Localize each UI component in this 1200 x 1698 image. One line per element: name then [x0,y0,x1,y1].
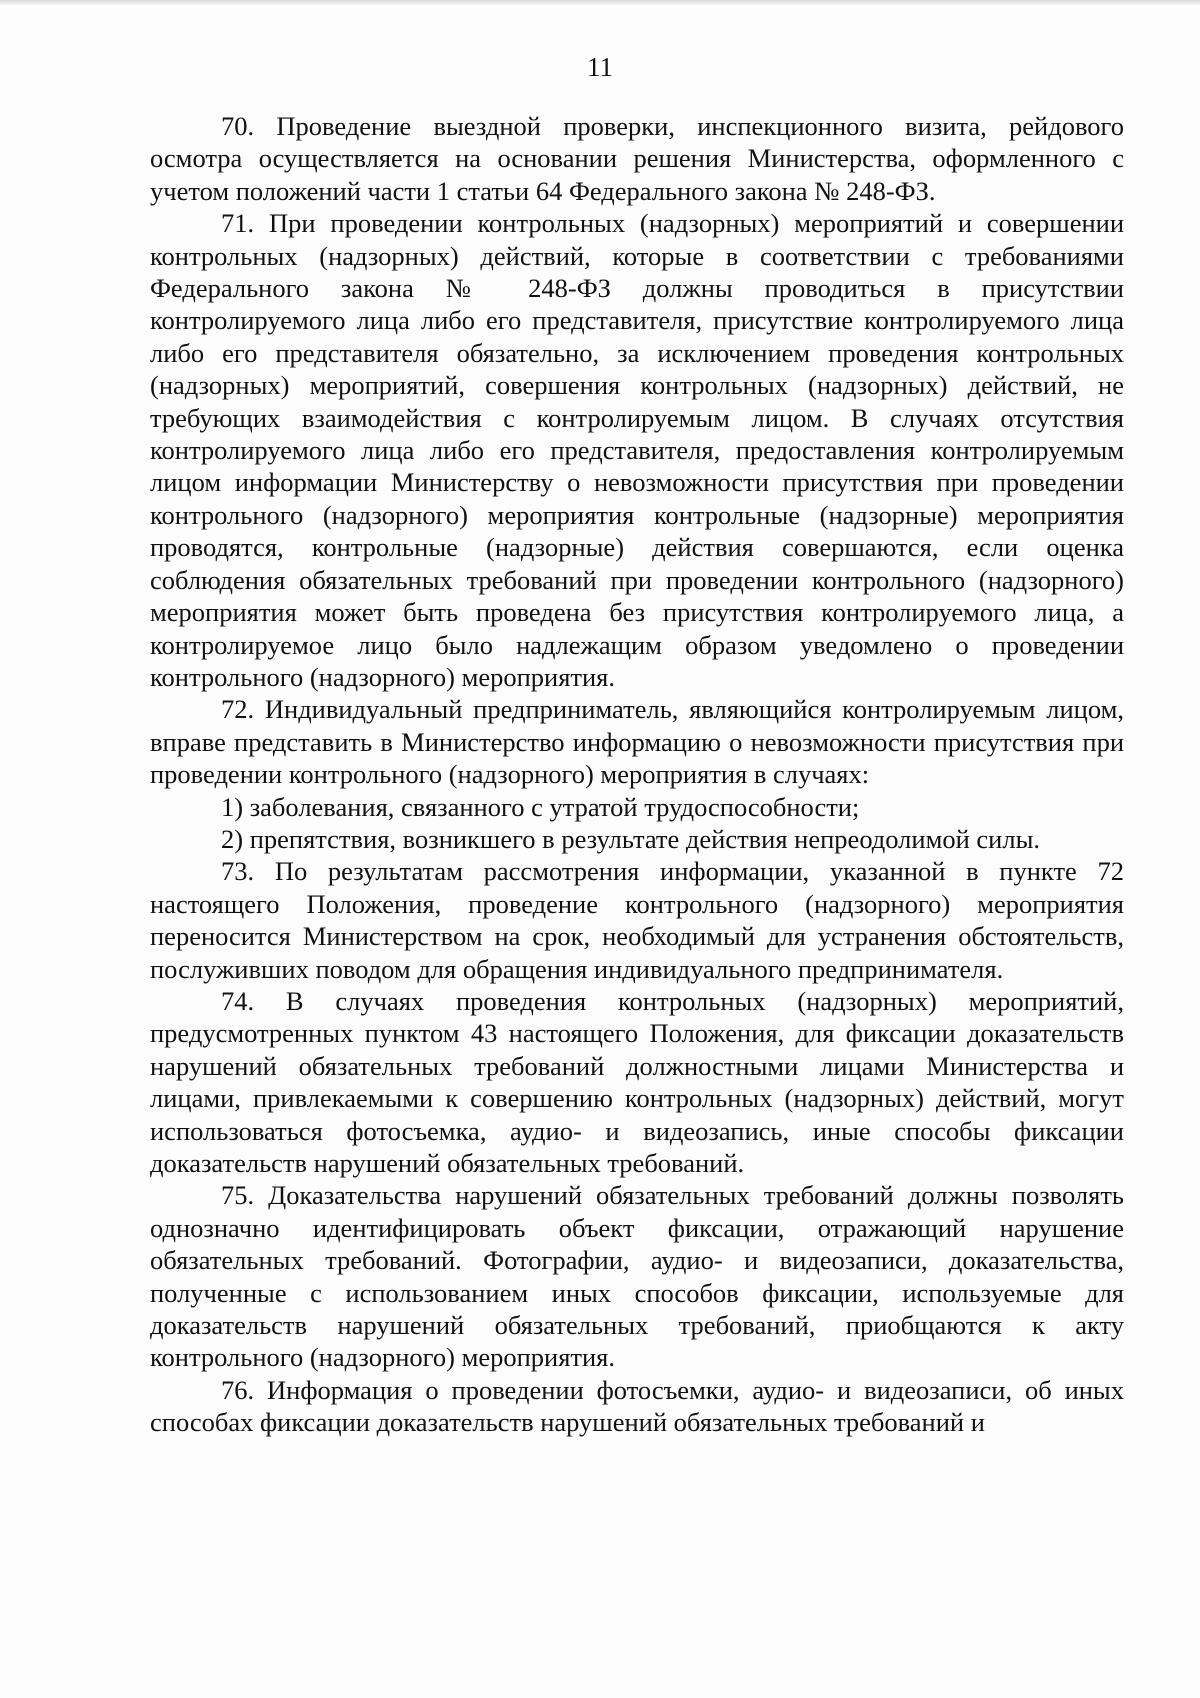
paragraph-73: 73. По результатам рассмотрения информации, указанной в пункте 72 настоящего Положения, проведение контрольного (надзорного) мероприятия переносится Министерством на срок, необходимый для устранения обстоятельств, послуживших поводом для обращения индивидуального предпринимателя. [150,856,1124,984]
paragraph-71: 71. При проведении контрольных (надзорных) мероприятий и совершении контрольных (надзорных) действий, которые в соответствии с требованиями Федерального закона № 248-ФЗ должны проводиться в присутствии контролируемого лица либо его представителя, присутствие контролируемого лица либо его представителя обязательно, за исключением проведения контрольных (надзорных) мероприятий, совершения контрольных (надзорных) действий, не требующих взаимодействия с контролируемым лицом. В случаях отсутствия контролируемого лица либо его представителя, предоставления контролируемым лицом информации Министерству о невозможности присутствия при проведении контрольного (надзорного) мероприятия контрольные (надзорные) мероприятия проводятся, контрольные (надзорные) действия совершаются, если оценка соблюдения обязательных требований при проведении контрольного (надзорного) мероприятия может быть проведена без присутствия контролируемого лица, а контролируемое лицо было надлежащим образом уведомлено о проведении контрольного (надзорного) мероприятия. [150,208,1124,692]
paragraph-76: 76. Информация о проведении фотосъемки, аудио- и видеозаписи, об иных способах фиксации доказательств нарушений обязательных требований и [150,1374,1124,1438]
paragraph-72: 72. Индивидуальный предприниматель, являющийся контролируемым лицом, вправе представить в Министерство информацию о невозможности присутствия при проведении контрольного (надзорного) мероприятия в случаях: [150,694,1124,790]
page-number: 11 [587,52,613,82]
paragraph-75: 75. Доказательства нарушений обязательных требований должны позволять однозначно идентифицировать объект фиксации, отражающий нарушение обязательных требований. Фотографии, аудио- и видеозаписи, доказательства, полученные с использованием иных способов фиксации, используемые для доказательств нарушений обязательных требований, приобщаются к акту контрольного (надзорного) мероприятия. [150,1180,1124,1373]
scan-edge [0,0,1200,6]
list-item-1: 1) заболевания, связанного с утратой трудоспособности; [221,791,860,822]
paragraph-74: 74. В случаях проведения контрольных (надзорных) мероприятий, предусмотренных пунктом 43 настоящего Положения, для фиксации доказательств нарушений обязательных требований должностными лицами Министерства и лицами, привлекаемыми к совершению контрольных (надзорных) действий, могут использоваться фотосъемка, аудио- и видеозапись, иные способы фиксации доказательств нарушений обязательных требований. [150,985,1124,1178]
document-body [150,110,1124,1439]
list-item-2: 2) препятствия, возникшего в результате действия непреодолимой силы. [221,823,1041,854]
paragraph-70: 70. Проведение выездной проверки, инспекционного визита, рейдового осмотра осуществляется на основании решения Министерства, оформленного с учетом положений части 1 статьи 64 Федерального закона № 248-ФЗ. [150,111,1124,206]
